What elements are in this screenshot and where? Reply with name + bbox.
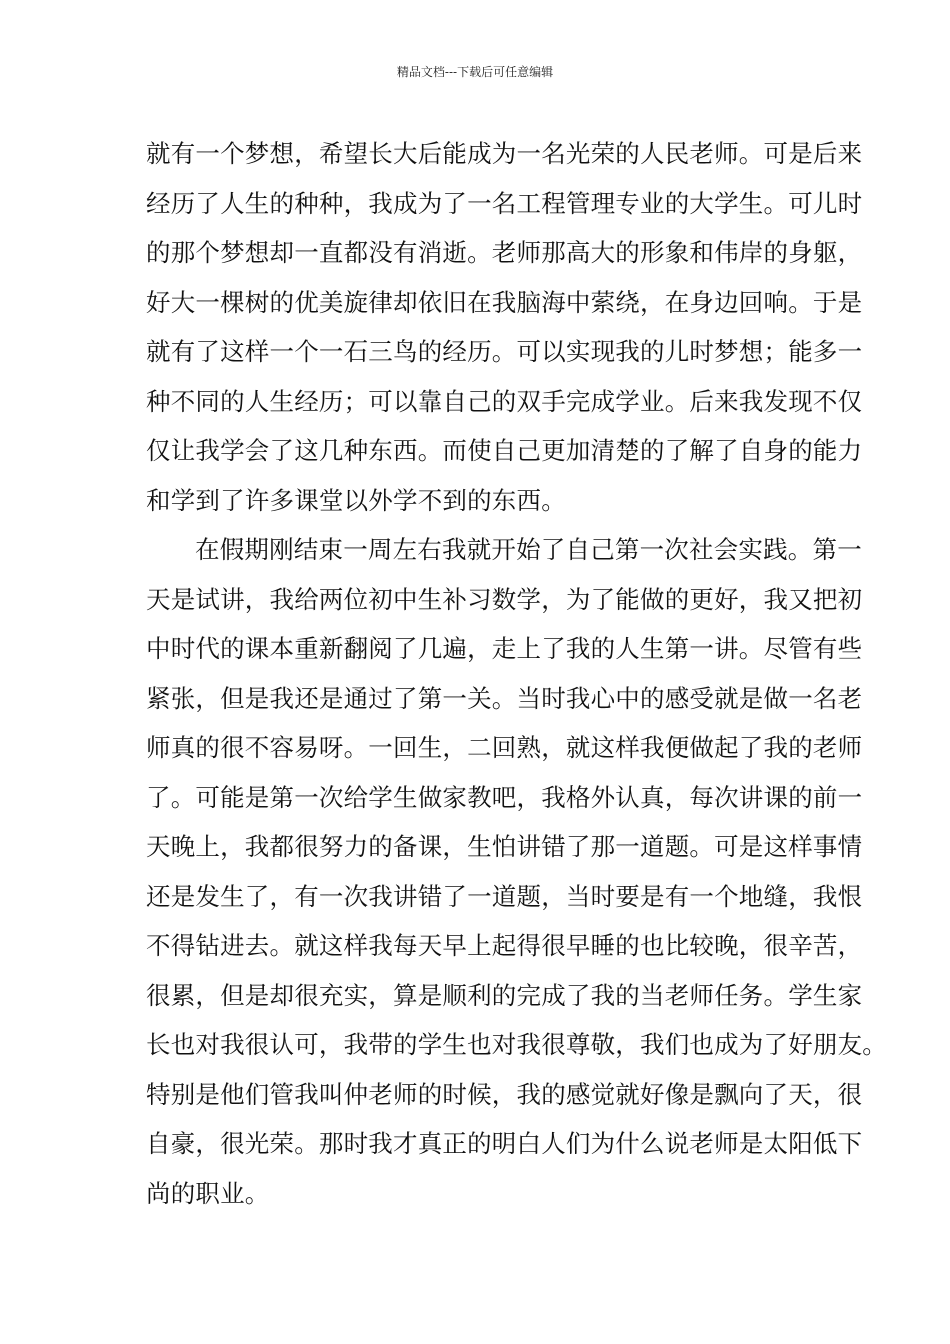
- paragraph-2: [146, 525, 887, 1218]
- text-line: 种不同的人生经历；可以靠自己的双手完成学业。后来我发现不仅: [146, 386, 863, 416]
- text-line: 不得钻进去。就这样我每天早上起得很早睡的也比较晚，很辛苦，: [146, 931, 863, 960]
- text-line: 和学到了许多课堂以外学不到的东西。: [146, 485, 566, 515]
- page-header: 精品文档---下载后可任意编辑: [396, 65, 554, 79]
- text-line: 好大一棵树的优美旋律却依旧在我脑海中萦绕，在身边回响。于是: [146, 287, 863, 317]
- text-line: 在假期刚结束一周左右我就开始了自己第一次社会实践。第一: [195, 535, 862, 564]
- text-line: 很累，但是却很充实，算是顺利的完成了我的当老师任务。学生家: [146, 980, 863, 1010]
- paragraph-1: [146, 129, 863, 525]
- text-line: 中时代的课本重新翻阅了几遍，走上了我的人生第一讲。尽管有些: [146, 634, 863, 663]
- text-line: 自豪，很光荣。那时我才真正的明白人们为什么说老师是太阳低下: [146, 1129, 863, 1158]
- text-line: 尚的职业。: [146, 1178, 270, 1208]
- text-line: 长也对我很认可，我带的学生也对我很尊敬，我们也成为了好朋友。: [146, 1030, 887, 1059]
- text-line: 紧张，但是我还是通过了第一关。当时我心中的感受就是做一名老: [146, 683, 863, 713]
- text-line: 仅让我学会了这几种东西。而使自己更加清楚的了解了自身的能力: [146, 436, 863, 465]
- text-line: 天晚上，我都很努力的备课，生怕讲错了那一道题。可是这样事情: [146, 832, 863, 861]
- text-line: 天是试讲，我给两位初中生补习数学，为了能做的更好，我又把初: [146, 584, 863, 614]
- text-line: 就有了这样一个一石三鸟的经历。可以实现我的儿时梦想；能多一: [146, 337, 863, 366]
- text-line: 就有一个梦想，希望长大后能成为一名光荣的人民老师。可是后来: [146, 139, 863, 168]
- text-line: 还是发生了，有一次我讲错了一道题，当时要是有一个地缝，我恨: [146, 881, 863, 911]
- text-line: 经历了人生的种种，我成为了一名工程管理专业的大学生。可儿时: [146, 188, 863, 218]
- text-line: 了。可能是第一次给学生做家教吧，我格外认真，每次讲课的前一: [146, 782, 863, 812]
- text-line: 师真的很不容易呀。一回生，二回熟，就这样我便做起了我的老师: [146, 733, 863, 762]
- document-body: [146, 129, 887, 1218]
- text-line: 的那个梦想却一直都没有消逝。老师那高大的形象和伟岸的身躯，: [146, 238, 863, 267]
- text-line: 特别是他们管我叫仲老师的时候，我的感觉就好像是飘向了天，很: [146, 1079, 863, 1109]
